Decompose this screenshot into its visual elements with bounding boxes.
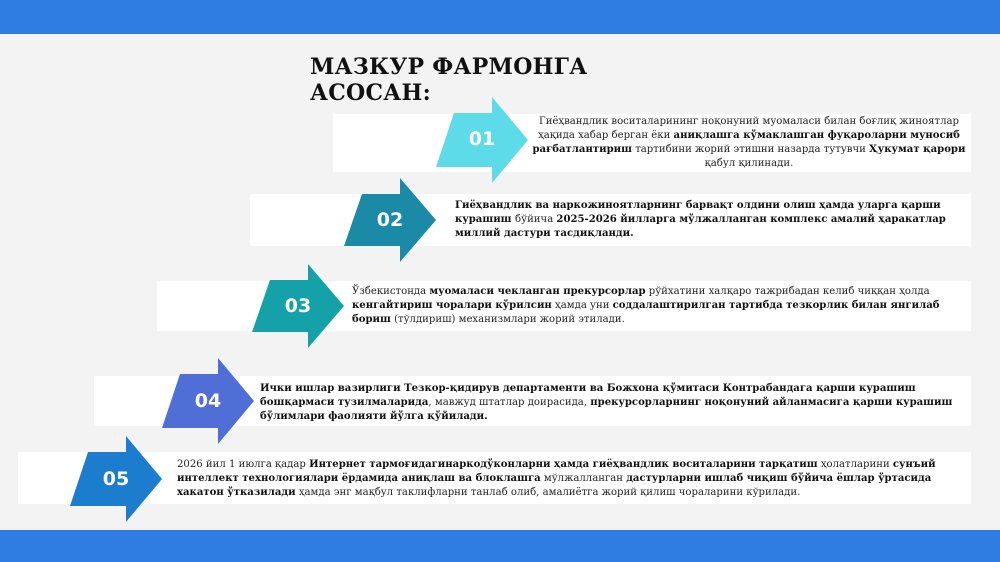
bold-text-segment: Гиёҳвандлик ва наркожиноятларнинг барвақт олдини олиш ҳамда уларга қарши курашиш [455, 200, 941, 225]
bold-text-segment: сунъий интеллект технологиялари ёрдамида аниқлаш ва блоклашга [177, 459, 936, 484]
bold-text-segment: Ички ишлар вазирлиги Тезкор-қидирув департаменти ва Божхона қўмитаси Контрабандага қарши курашиш бошқармаси тузилмаларида [260, 383, 916, 408]
text-segment: ҳамда уни [551, 300, 613, 311]
item-number-03: 03 [284, 295, 312, 317]
text-segment: қабул қилинади. [704, 158, 794, 169]
arrow-badge-03 [252, 264, 344, 348]
bold-text-segment: прекурсорларнинг ноқонуний айланмасига қарши курашиш бўлимлари фаолияти йўлга қўйилади. [260, 397, 953, 422]
item-number-02: 02 [376, 209, 404, 231]
arrow-badge-01 [436, 97, 528, 183]
text-segment: , мавжуд штатлар доирасида, [428, 397, 591, 408]
item-number-04: 04 [194, 390, 222, 412]
item-text-02 [455, 199, 967, 241]
text-segment: Гиёҳвандлик воситаларининг ноқонуний муомаласи билан боғлиқ жиноятлар ҳақида хабар берган ёки [538, 116, 959, 141]
text-segment: рўйхатини халқаро тажрибадан келиб чиққан ҳолда [645, 286, 930, 297]
arrow-badge-02 [344, 178, 436, 262]
item-text-03 [352, 285, 970, 327]
bold-text-segment: муомаласи чекланган прекурсорлар [429, 286, 646, 297]
top-band [0, 0, 1000, 34]
text-segment: 2026 йил 1 июлга қадар [177, 459, 310, 470]
text-segment: ҳамда энг мақбул таклифларни танлаб олиб, амалиётга жорий қилиш чораларини кўрилади. [295, 487, 801, 498]
bold-text-segment: Ҳукумат қарори [869, 144, 966, 155]
bottom-band [0, 530, 1000, 562]
bold-text-segment: аниқлашга кўмаклашган фуқароларни муносиб рағбатлантириш [532, 130, 960, 155]
bold-text-segment: соддалаштирилган тартибда тезкорлик билан янгилаб бориш [352, 300, 940, 325]
item-number-05: 05 [102, 468, 130, 490]
text-segment: (тўлдириш) механизмлари жорий этилади. [390, 314, 625, 325]
text-segment: мўлжалланган [540, 473, 627, 484]
page-title: МАЗКУР ФАРМОНГА АСОСАН: [310, 54, 588, 106]
arrow-badge-04 [162, 358, 254, 444]
item-text-05 [177, 458, 972, 500]
bold-text-segment: Интернет тармоғидагинаркодўконларни ҳамда гиёҳвандлик воситаларини тарқатиш [309, 459, 818, 470]
bold-text-segment: дастурларни ишлаб чиқиш бўйича ёшлар ўртасида хакатон ўтказилади [177, 473, 932, 498]
arrow-badge-05 [70, 436, 162, 522]
bold-text-segment: кенгайтириш чоралари кўрилсин [352, 300, 552, 311]
item-text-01 [528, 115, 970, 171]
text-segment: Ўзбекистонда [352, 286, 430, 297]
item-text-04 [260, 382, 966, 424]
item-number-01: 01 [468, 128, 496, 150]
text-segment: тартибини жорий этишни назарда тутувчи [632, 144, 870, 155]
text-segment: ҳолатларини [817, 459, 893, 470]
bold-text-segment: 2025-2026 йилларга мўлжалланган комплекс амалий ҳаракатлар миллий дастури тасдиқланди. [455, 214, 946, 239]
text-segment: бўйича [515, 214, 557, 225]
